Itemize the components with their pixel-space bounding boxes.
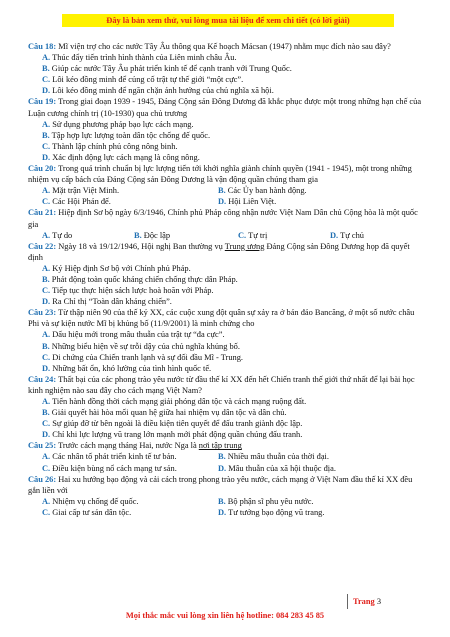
option xyxy=(28,274,424,285)
option xyxy=(28,63,424,74)
page-label: Trang xyxy=(353,597,377,606)
option xyxy=(28,296,424,307)
question-20 xyxy=(28,163,424,185)
option-letter: B. xyxy=(42,408,50,418)
option-text: Sử dụng phương pháp bạo lực cách mạng. xyxy=(52,119,194,129)
option-text: Giải quyết hài hòa mối quan hệ giữa hai nhiệm vụ dân tộc và dân chủ. xyxy=(51,408,287,418)
question-text: Trước cách mạng tháng Hai, nước Nga là xyxy=(58,441,199,451)
option-letter: A. xyxy=(42,186,51,196)
option-text: Giúp các nước Tây Âu phát triển kinh tế để cạnh tranh với Trung Quốc. xyxy=(51,64,292,74)
option-letter: D. xyxy=(218,197,227,207)
option-letter: C. xyxy=(42,197,51,207)
option-letter: A. xyxy=(42,119,51,129)
option-text: Những biểu hiện về sự trỗi dậy của chủ nghĩa khủng bố. xyxy=(51,341,240,351)
page-number-value: 3 xyxy=(376,597,381,606)
option-text: Giai cấp tư sản dân tộc. xyxy=(52,507,132,517)
option-text: Thành lập chính phủ công nông binh. xyxy=(52,141,178,151)
option-letter: D. xyxy=(218,507,227,517)
option-letter: D. xyxy=(42,86,51,96)
option-text: Ký Hiệp định Sơ bộ với Chính phủ Pháp. xyxy=(52,263,191,273)
option xyxy=(28,341,424,352)
option-row xyxy=(28,507,424,518)
option xyxy=(28,152,424,163)
option-row xyxy=(28,185,424,196)
option-letter: C. xyxy=(42,141,51,151)
option-letter: C. xyxy=(42,286,51,296)
question-list xyxy=(28,41,424,518)
option-text: Các Ủy ban hành động. xyxy=(227,186,307,196)
option-text: Nhiệm vụ chống đế quốc. xyxy=(52,496,139,506)
option-text: Tự trị xyxy=(248,230,268,240)
option-text: Chỉ khi lực lượng vũ trang lớn mạnh mới phát động quần chúng đấu tranh. xyxy=(52,430,303,440)
option-letter: B. xyxy=(218,186,226,196)
option xyxy=(28,141,424,152)
option-letter: A. xyxy=(42,397,51,406)
option-text: Độc lập xyxy=(143,230,171,240)
option-text: Lôi kéo đồng minh để ngăn chặn ảnh hưởng của chủ nghĩa xã hội. xyxy=(52,86,274,96)
option-text: Các Hội Phản đế. xyxy=(52,197,111,207)
option-text: Thúc đẩy tiến trình hình thành của Liên minh châu Âu. xyxy=(52,53,237,63)
option-letter: B. xyxy=(218,452,226,462)
question-number: Câu 24: xyxy=(28,374,57,384)
option-text: Ra Chỉ thị “Toàn dân kháng chiến”. xyxy=(52,297,172,307)
option xyxy=(28,285,424,296)
question-18 xyxy=(28,41,424,52)
question-23 xyxy=(28,307,424,329)
option-row xyxy=(28,463,424,474)
option-text: Tư tưởng bạo động vũ trang. xyxy=(228,507,325,517)
option-row xyxy=(28,196,424,207)
question-26 xyxy=(28,474,424,496)
question-number: Câu 22: xyxy=(28,241,57,251)
option-letter: B. xyxy=(42,341,50,351)
option-letter: B. xyxy=(42,274,50,284)
question-text: Trong giai đoạn 1939 - 1945, Đảng Cộng sản Đông Dương đã khắc phục được một trong những hạn chế của Luận cương chính trị (10-1930) qua chủ trương xyxy=(28,97,422,118)
option-text: Tiếp tục thực hiện sách lược hoà hoãn với Pháp. xyxy=(52,286,214,296)
question-text: Ngày 18 và 19/12/1946, Hội nghị Ban thường vụ xyxy=(58,241,225,251)
option-letter: D. xyxy=(330,230,339,240)
question-22 xyxy=(28,241,424,263)
option-text: Sự giúp đỡ từ bên ngoài là điều kiện tiên quyết để đấu tranh giành độc lập. xyxy=(52,419,303,429)
question-number: Câu 18: xyxy=(28,42,57,51)
option-text: Mặt trận Việt Minh. xyxy=(52,186,120,196)
option-text: Tự chủ xyxy=(340,230,364,240)
option-letter: A. xyxy=(42,53,51,63)
question-text: Từ thập niên 90 của thế kỷ XX, các cuộc xung đột quân sự xảy ra ở bán đảo Bancăng, ở một số nước châu Phi và sự kiện nước Mĩ bị khủng bố (11/9/2001) là minh chứng cho xyxy=(28,308,415,329)
option-text: Những bất ổn, khó lường của tình hình quốc tế. xyxy=(52,363,212,373)
option-text: Dấu hiệu mới trong mâu thuẫn của trật tự “đa cực”. xyxy=(52,330,225,340)
option-text: Nhiều mâu thuẫn của thời đại. xyxy=(227,452,329,462)
option-letter: D. xyxy=(42,430,51,440)
option-text: Xác định động lực cách mạng là công nông. xyxy=(52,152,200,162)
option xyxy=(28,363,424,374)
option xyxy=(28,418,424,429)
option-letter: A. xyxy=(42,330,51,340)
question-text: Đảng Cộng sản Đông Dương họp đã quyết định xyxy=(28,241,410,262)
question-number: Câu 21: xyxy=(28,208,57,218)
option xyxy=(28,352,424,363)
option-letter: D. xyxy=(42,363,51,373)
option-text: Điều kiện bùng nổ cách mạng tư sản. xyxy=(52,463,177,473)
hotline-footer: Mọi thắc mắc vui lòng xin liên hệ hotline: 084 283 45 85 xyxy=(125,611,325,620)
question-number: Câu 26: xyxy=(28,474,57,484)
question-text: Hai xu hướng bạo động và cải cách trong phong trào yêu nước, cách mạng ở Việt Nam đầu thế kỉ XX đều gắn liền với xyxy=(28,474,413,495)
option-letter: C. xyxy=(42,75,51,85)
question-21 xyxy=(28,207,424,229)
option xyxy=(28,263,424,274)
option-letter: A. xyxy=(42,452,51,462)
question-text: Thất bại của các phong trào yêu nước từ đầu thế kỉ XX đến hết Chiến tranh thế giới thứ nhất để lại bài học kinh nghiệm nào sau đây cho cách mạng Việt Nam? xyxy=(28,374,415,395)
question-number: Câu 25: xyxy=(28,441,57,451)
question-text: Mĩ viện trợ cho các nước Tây Âu thông qua Kế hoạch Mácsan (1947) nhằm mục đích nào sau đây? xyxy=(58,42,391,51)
option xyxy=(28,74,424,85)
question-number: Câu 23: xyxy=(28,308,57,318)
option-letter: B. xyxy=(42,64,50,74)
option xyxy=(28,407,424,418)
option xyxy=(28,396,424,407)
option xyxy=(28,329,424,340)
option-text: Hội Liên Việt. xyxy=(228,197,277,207)
page-number xyxy=(353,596,381,607)
option-text: Tự do xyxy=(52,230,73,240)
option-letter: A. xyxy=(42,263,51,273)
question-text-underlined: nơi tập trung xyxy=(198,441,242,451)
option-letter: D. xyxy=(218,463,227,473)
option-text: Bộ phận sĩ phu yêu nước. xyxy=(227,496,314,506)
option-letter: D. xyxy=(42,297,51,307)
question-25 xyxy=(28,440,424,451)
preview-banner: Đây là bản xem thử, vui lòng mua tài liệu để xem chi tiết (có lời giải) xyxy=(62,14,394,27)
option-text: Phát động toàn quốc kháng chiến chống thực dân Pháp. xyxy=(51,274,238,284)
option-row xyxy=(28,496,424,507)
option-text: Di chứng của Chiến tranh lạnh và sự đối đầu Mĩ - Trung. xyxy=(52,352,243,362)
option-letter: B. xyxy=(42,130,50,140)
option-letter: D. xyxy=(42,152,51,162)
question-text-underlined: Trung ương xyxy=(224,241,265,251)
option-letter: C. xyxy=(42,352,51,362)
option-row xyxy=(28,230,424,241)
option xyxy=(28,130,424,141)
option-letter: C. xyxy=(42,507,51,517)
option-letter: A. xyxy=(42,496,51,506)
question-text: Hiệp định Sơ bộ ngày 6/3/1946, Chính phủ Pháp công nhận nước Việt Nam Dân chủ Cộng hòa là một quốc gia xyxy=(28,208,418,229)
option-text: Tập hợp lực lượng toàn dân tộc chống đế quốc. xyxy=(51,130,211,140)
question-text: Trong quá trình chuẩn bị lực lượng tiến tới khởi nghĩa giành chính quyền (1941 - 1945), một trong những nhiệm vụ cấp bách của Đảng Cộng sản Đông Dương là vận động quần chúng tham gia xyxy=(28,164,412,185)
question-24 xyxy=(28,374,424,396)
option-letter: C. xyxy=(238,230,247,240)
option xyxy=(28,119,424,130)
question-19 xyxy=(28,96,424,118)
option-letter: B. xyxy=(218,496,226,506)
page-divider xyxy=(347,594,348,609)
option-text: Tiến hành đồng thời cách mạng giải phóng dân tộc và cách mạng ruộng đất. xyxy=(52,397,307,406)
option xyxy=(28,85,424,96)
option-letter: C. xyxy=(42,419,51,429)
option-letter: A. xyxy=(42,230,51,240)
option-letter: C. xyxy=(42,463,51,473)
option-text: Các nhân tố phát triển kinh tế tư bản. xyxy=(52,452,177,462)
option xyxy=(28,52,424,63)
option-text: Lôi kéo đồng minh để củng cố trật tự thế giới “một cực”. xyxy=(52,75,244,85)
option xyxy=(28,429,424,440)
question-number: Câu 20: xyxy=(28,164,57,174)
option-text: Mâu thuẫn của xã hội thuộc địa. xyxy=(228,463,336,473)
option-letter: B. xyxy=(134,230,142,240)
question-number: Câu 19: xyxy=(28,97,57,107)
option-row xyxy=(28,451,424,462)
